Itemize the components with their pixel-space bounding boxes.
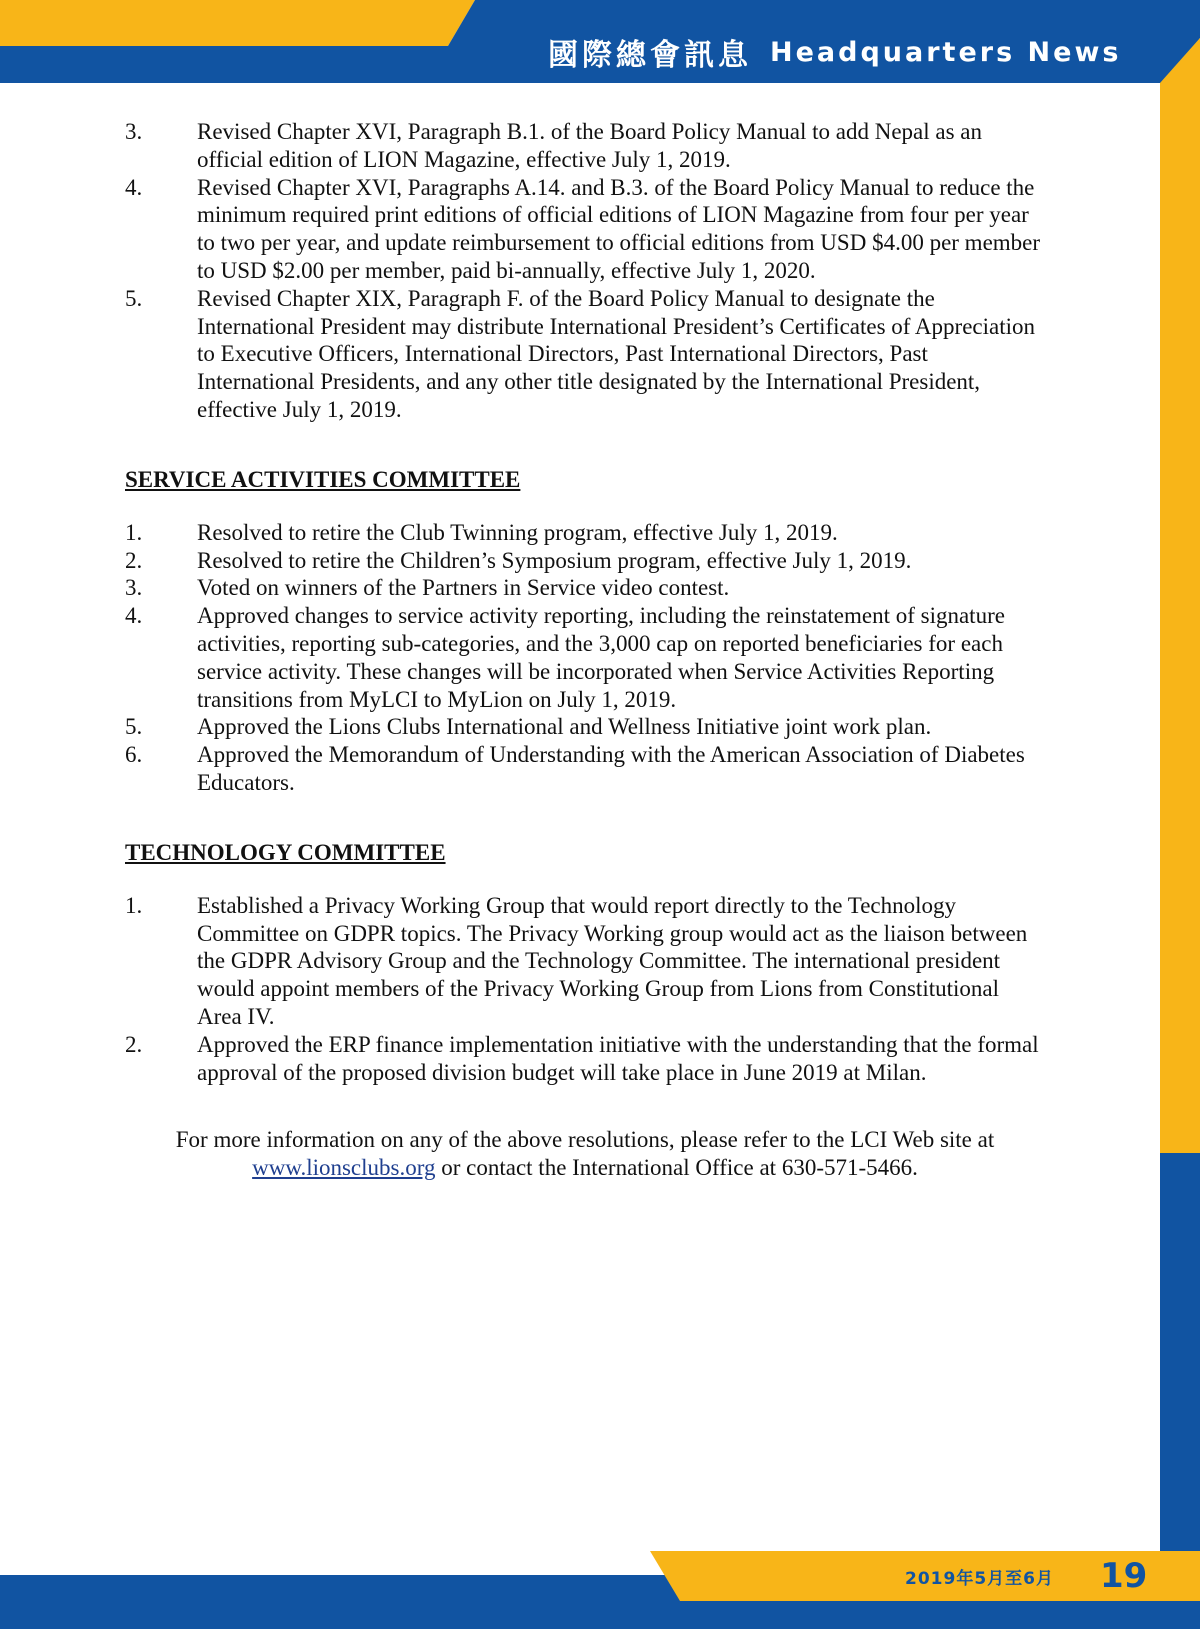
info-note-line1: For more information on any of the above resolutions, please refer to the LCI Web site at xyxy=(175,1127,995,1153)
list-item xyxy=(125,1031,1045,1087)
item-number: 4. xyxy=(125,603,143,629)
section-title-service: SERVICE ACTIVITIES COMMITTEE xyxy=(125,466,521,492)
item-number: 3. xyxy=(125,119,143,144)
item-text: Revised Chapter XVI, Paragraph B.1. of the Board Policy Manual to add Nepal as an official edition of LION Magazine, effective July 1, 2019. xyxy=(197,119,982,172)
board-policy-list xyxy=(125,118,1045,424)
list-item xyxy=(125,602,1045,713)
item-text: Resolved to retire the Children’s Symposium program, effective July 1, 2019. xyxy=(197,547,912,573)
header-title-en: Headquarters News xyxy=(770,36,1122,68)
item-text: Established a Privacy Working Group that would report directly to the Technology Committee on GDPR topics. The Privacy Working group would act as the liaison between the GDPR Advisory Group and the Technology Committee. The international president would appoint members of the Privacy Working Group from Lions from Constitutional Area IV. xyxy=(197,892,1028,1029)
header-title-cn: 國際總會訊息 xyxy=(548,38,752,73)
item-text: Approved the Lions Clubs International and Wellness Initiative joint work plan. xyxy=(197,714,932,740)
item-number: 5. xyxy=(125,285,143,311)
item-text: Revised Chapter XVI, Paragraphs A.14. and B.3. of the Board Policy Manual to reduce the minimum required print editions of official editions of LION Magazine from four per year to two per year, and update reimbursement to official editions from USD $4.00 per member to USD $2.00 per member, paid bi-annually, effective July 1, 2020. xyxy=(197,174,1041,283)
item-number: 6. xyxy=(125,742,143,768)
item-number: 3. xyxy=(125,575,143,601)
side-blue-bar xyxy=(1160,1153,1200,1553)
header-title xyxy=(548,32,1121,72)
side-yellow-bar xyxy=(1160,38,1200,1153)
list-item xyxy=(125,519,1045,547)
section-title-technology: TECHNOLOGY COMMITTEE xyxy=(125,839,446,865)
item-number: 4. xyxy=(125,174,143,200)
item-number: 5. xyxy=(125,714,143,740)
list-item xyxy=(125,713,1045,741)
page-content xyxy=(125,118,1045,1182)
info-note-line2 xyxy=(125,1154,1045,1182)
list-item xyxy=(125,174,1045,285)
item-text: Resolved to retire the Club Twinning program, effective July 1, 2019. xyxy=(197,519,838,545)
item-number: 2. xyxy=(125,1031,143,1057)
item-number: 2. xyxy=(125,547,143,573)
item-text: Revised Chapter XIX, Paragraph F. of the Board Policy Manual to designate the International President may distribute International President’s Certificates of Appreciation to Executive Officers, International Directors, Past International Directors, Past International Presidents, and any other title designated by the International President, effective July 1, 2019. xyxy=(197,285,1035,422)
list-item xyxy=(125,574,1045,602)
item-text: Voted on winners of the Partners in Service video contest. xyxy=(197,575,730,601)
service-list xyxy=(125,519,1045,797)
list-item xyxy=(125,118,1045,174)
item-text: Approved the Memorandum of Understanding with the American Association of Diabetes Educators. xyxy=(197,742,1025,795)
list-item xyxy=(125,741,1045,797)
list-item xyxy=(125,285,1045,424)
lionsclubs-link[interactable]: www.lionsclubs.org xyxy=(252,1155,436,1181)
item-number: 1. xyxy=(125,519,143,545)
info-note xyxy=(125,1126,1045,1182)
item-text: Approved changes to service activity reporting, including the reinstatement of signature activities, reporting sub-categories, and the 3,000 cap on reported beneficiaries for each service activity. These changes will be incorporated when Service Activities Reporting transitions from MyLCI to MyLion on July 1, 2019. xyxy=(197,603,1005,712)
issue-date: 2019年5月至6月 xyxy=(905,1569,1054,1589)
list-item xyxy=(125,547,1045,575)
page-number: 19 xyxy=(1100,1556,1148,1596)
list-item xyxy=(125,892,1045,1031)
item-text: Approved the ERP finance implementation initiative with the understanding that the formal approval of the proposed division budget will take place in June 2019 at Milan. xyxy=(197,1031,1039,1085)
technology-list xyxy=(125,892,1045,1087)
info-note-contact: or contact the International Office at 630-571-5466. xyxy=(435,1155,918,1181)
item-number: 1. xyxy=(125,892,143,918)
